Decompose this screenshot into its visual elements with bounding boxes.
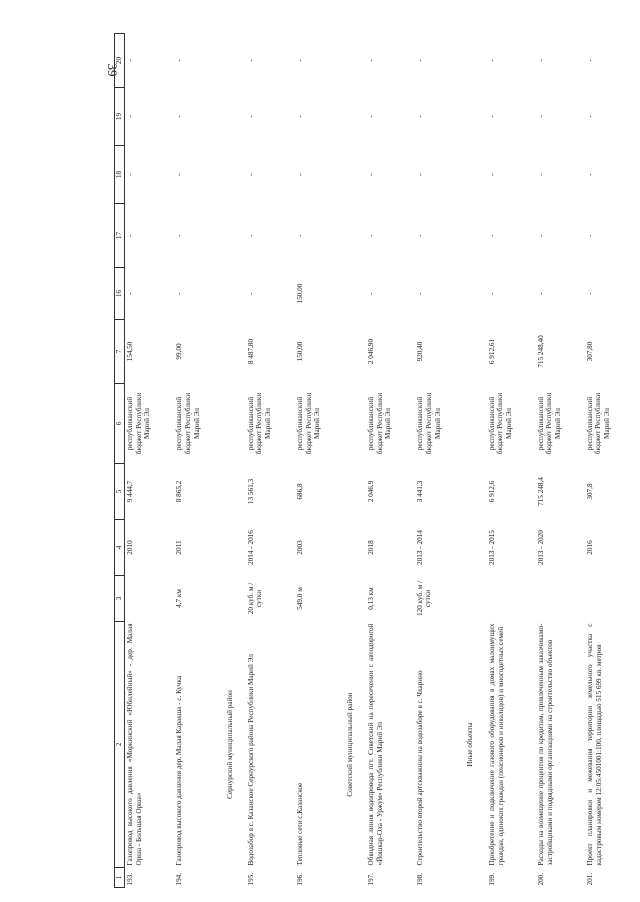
col19-value: - (246, 115, 255, 118)
col17-value: - (585, 234, 594, 237)
col19-value: - (487, 115, 496, 118)
col18-value: - (175, 173, 184, 176)
total-cost: 13 561,3 (246, 478, 255, 505)
col-header-20: 20 (115, 34, 125, 88)
object-name: Обводная линия водопровода пгт. Советский на пересечении с автодорогой «Йошкар-Ола - Уржум» Республики Марий Эл (367, 623, 385, 866)
object-name: Приобретение и подключение газового оборудования в домах малоимущих граждан, одиноких граждан (пенсионеров и инвалидов) и многодетных семей (487, 623, 505, 866)
col17-value: - (416, 234, 425, 237)
col19-value: - (126, 115, 134, 118)
total-cost: 715 248,4 (536, 477, 545, 506)
col16-value: - (246, 292, 255, 295)
table-row (246, 34, 295, 888)
amount: 154,50 (126, 341, 134, 362)
col19-value: - (585, 115, 594, 118)
row-number: 200. (536, 872, 545, 886)
col-header-18: 18 (115, 146, 125, 204)
col-header-16: 16 (115, 268, 125, 320)
col16-value: - (585, 292, 594, 295)
amount: 8 487,80 (246, 338, 255, 365)
col18-value: - (585, 173, 594, 176)
col20-value: - (126, 59, 134, 62)
object-name: Расходы на возмещение процентов по кредитам, привлеченным заказчиками-застройщиками и подрядными организациями на строительство объектов (536, 623, 554, 866)
capacity: 120 куб. м / сутки (416, 580, 433, 617)
row-number: 195. (246, 872, 255, 886)
section-filler (464, 34, 486, 622)
total-cost: 8 865,2 (175, 480, 184, 503)
rotated-table-container (114, 34, 634, 888)
amount: 99,00 (175, 343, 184, 360)
section-row (464, 34, 486, 888)
capacity: 549,0 м (295, 587, 304, 610)
total-cost: 3 441,3 (416, 480, 425, 503)
col20-value: - (246, 59, 255, 62)
amount: 715 248,40 (536, 335, 545, 368)
capacity: 20 куб. м / сутки (246, 582, 263, 615)
row-number: 201. (585, 872, 594, 886)
amount: 920,40 (416, 341, 425, 362)
col-header-2: 2 (115, 622, 125, 868)
section-spacer (344, 868, 366, 888)
funding-source: республиканский бюджет Республики Марий Эл (585, 392, 612, 455)
col18-value: - (367, 173, 376, 176)
year: 2010 (126, 540, 134, 555)
col17-value: - (536, 234, 545, 237)
col20-value: - (175, 59, 184, 62)
section-title: Сернурский муниципальный район (225, 690, 234, 799)
col-header-3: 3 (115, 576, 125, 622)
year: 2011 (175, 540, 184, 555)
col-header-7: 7 (115, 320, 125, 384)
col19-value: - (416, 115, 425, 118)
funding-source: республиканский бюджет Республики Марий Эл (487, 392, 513, 455)
col19-value: - (175, 115, 184, 118)
col19-value: - (367, 115, 376, 118)
col20-value: - (487, 59, 496, 62)
funding-source: республиканский бюджет Республики Марий Эл (536, 392, 562, 455)
col-header-5: 5 (115, 464, 125, 520)
col20-value: - (416, 59, 425, 62)
page-number: 39 (105, 63, 120, 77)
col17-value: - (367, 234, 376, 237)
col17-value: - (487, 234, 496, 237)
funding-source: республиканский бюджет Республики Марий Эл (367, 392, 393, 455)
year: 2016 (585, 540, 594, 555)
table-row (585, 34, 634, 888)
capacity (125, 576, 175, 622)
col19-value: - (536, 115, 545, 118)
col19-value: - (295, 115, 304, 118)
table-row (415, 34, 464, 888)
row-number: 198. (416, 872, 425, 886)
row-number: 197. (367, 872, 376, 886)
object-name: Газопровод высокого давления дер. Малая Каракша - с. Кучка (175, 675, 184, 866)
col17-value: - (175, 234, 184, 237)
object-name: Проект планировки и межевания территории земельного участка с кадастровым номером 12:05:4501001:100, площадью 515 699 кв. метров (585, 623, 603, 866)
section-row (344, 34, 366, 888)
amount: 6 912,61 (487, 338, 496, 365)
table-body (125, 34, 635, 888)
col18-value: - (246, 173, 255, 176)
amount: 2 046,90 (367, 338, 376, 365)
col20-value: - (536, 59, 545, 62)
year: 2013 - 2015 (487, 530, 496, 565)
total-cost: 2 046,9 (367, 480, 376, 503)
row-number: 194. (175, 872, 184, 886)
section-title: Иные объекты (466, 722, 475, 767)
funding-source: республиканский бюджет Республики Марий Эл (295, 392, 322, 455)
col17-value: - (126, 234, 134, 237)
col17-value: - (246, 234, 255, 237)
funding-source: республиканский бюджет Республики Марий Эл (175, 392, 201, 455)
section-spacer (464, 868, 486, 888)
table-row (366, 34, 415, 888)
col-header-4: 4 (115, 520, 125, 576)
col16-value: - (536, 292, 545, 295)
section-spacer (224, 868, 246, 888)
object-name: Газопровод высокого давления «Моркинский «Юбилейный» - дер. Малая Орша - Большая Орша» (126, 623, 143, 866)
table-row (536, 34, 585, 888)
table-row (125, 34, 175, 888)
col20-value: - (585, 59, 594, 62)
table-row (174, 34, 223, 888)
section-row (224, 34, 246, 888)
capacity (536, 576, 585, 622)
total-cost: 686,8 (295, 483, 304, 500)
object-name: Строительство второй артскважины на водозаборе в с. Чкарино (416, 670, 425, 866)
year: 2013 - 2014 (416, 530, 425, 565)
col-header-17: 17 (115, 204, 125, 268)
section-filler (344, 34, 366, 622)
budget-table (114, 33, 634, 888)
col16-value: - (416, 292, 425, 295)
col16-value: - (175, 292, 184, 295)
table-row (487, 34, 536, 888)
total-cost: 9 444,7 (126, 480, 134, 503)
object-name: Водозабор в с. Казанское Сернурского района Республики Марий Эл (246, 654, 255, 866)
col16-value: - (367, 292, 376, 295)
table-row (295, 34, 344, 888)
year: 2014 - 2016 (246, 530, 255, 565)
col20-value: - (295, 59, 304, 62)
amount: 307,80 (585, 341, 594, 362)
col18-value: - (487, 173, 496, 176)
funding-source: республиканский бюджет Республики Марий Эл (126, 392, 152, 455)
total-cost: 6 912,6 (487, 480, 496, 503)
year: 2013 - 2020 (536, 530, 545, 565)
col-header-6: 6 (115, 384, 125, 464)
col18-value: - (295, 173, 304, 176)
row-number: 196. (295, 872, 304, 886)
col18-value: - (416, 173, 425, 176)
section-filler (224, 34, 246, 622)
col-header-1: 1 (115, 868, 125, 888)
header-row (115, 34, 125, 888)
col17-value: - (295, 234, 304, 237)
section-title: Советский муниципальный район (345, 692, 354, 797)
funding-source: республиканский бюджет Республики Марий Эл (416, 392, 442, 455)
object-name: Тепловые сети с.Казанское (295, 782, 304, 866)
row-number: 199. (487, 872, 496, 886)
capacity: 0,13 км (367, 587, 376, 610)
col-header-19: 19 (115, 88, 125, 146)
col20-value: - (367, 59, 376, 62)
capacity: 4,7 км (175, 589, 184, 608)
year: 2003 (295, 540, 304, 555)
capacity (585, 576, 634, 622)
total-cost: 307,8 (585, 483, 594, 500)
col18-value: - (536, 173, 545, 176)
capacity (487, 576, 536, 622)
amount: 150,00 (295, 341, 304, 362)
col18-value: - (126, 173, 134, 176)
col16-value: 150,00 (295, 283, 304, 304)
funding-source: республиканский бюджет Республики Марий Эл (246, 392, 273, 455)
year: 2018 (367, 540, 376, 555)
row-number: 193. (126, 872, 134, 886)
col16-value: - (126, 292, 134, 295)
col16-value: - (487, 292, 496, 295)
